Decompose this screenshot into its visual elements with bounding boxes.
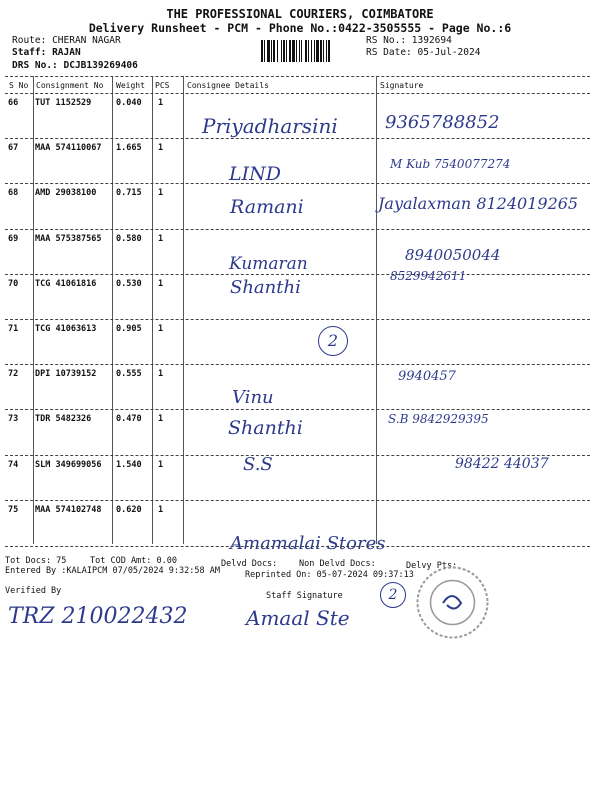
- col-divider: [112, 76, 113, 544]
- row-signature-handwriting: 9940457: [398, 369, 456, 385]
- drs-value: DCJB139269406: [63, 60, 138, 71]
- delivered-docs: Delvd Docs:: [221, 559, 278, 569]
- company-name: THE PROFESSIONAL COURIERS, COIMBATORE: [166, 7, 434, 21]
- row-pcs: 1: [158, 98, 164, 108]
- col-divider: [376, 76, 377, 544]
- circled-mark: 2: [318, 326, 348, 356]
- delivery-points: Delvy Pts:: [406, 561, 458, 571]
- row-weight: 0.580: [116, 233, 142, 244]
- staff-field: [12, 47, 81, 58]
- row-weight: 0.555: [116, 369, 142, 380]
- row-sno: 70: [8, 278, 19, 289]
- entered-by: Entered By :KALAIPCM 07/05/2024 9:32:58 AM: [5, 566, 220, 576]
- row-consignee-handwriting: LIND: [229, 163, 281, 186]
- row-weight: 1.540: [116, 459, 142, 470]
- row-sno: 75: [8, 504, 19, 515]
- col-divider: [152, 76, 153, 544]
- row-pcs: 1: [158, 278, 164, 289]
- col-divider: [33, 76, 34, 544]
- col-header-sno: S No: [9, 81, 29, 90]
- col-header-pcs: PCS: [155, 81, 170, 90]
- row-signature-handwriting: 98422 44037: [455, 455, 549, 472]
- row-consignee-handwriting: Vinu: [232, 387, 274, 409]
- row-sno: 72: [8, 369, 19, 380]
- col-divider: [183, 76, 184, 544]
- row-consignment-no: MAA 574110067: [35, 143, 102, 154]
- row-pcs: 1: [158, 369, 164, 380]
- store-stamp: [415, 565, 490, 640]
- verified-by-label: Verified By: [5, 586, 62, 596]
- rs-no-value: 1392694: [411, 35, 452, 46]
- row-consignment-no: TCG 41063613: [35, 324, 97, 334]
- row-pcs: 1: [158, 459, 164, 470]
- rs-no-label: RS No.:: [366, 35, 407, 46]
- circled-mark: 2: [380, 582, 406, 608]
- col-header-signature: Signature: [380, 81, 424, 90]
- col-header-consignment: Consignment No: [36, 81, 104, 90]
- runsheet-title: Delivery Runsheet - PCM - Phone No.:0422-3505555 - Page No.:6: [88, 21, 512, 35]
- row-consignment-no: TUT 1152529: [35, 98, 92, 108]
- row-signature-handwriting: M Kub 7540077274: [390, 157, 511, 172]
- staff-signature-label: Staff Signature: [266, 591, 343, 601]
- route-field: [12, 35, 121, 46]
- table-top-rule: [5, 76, 590, 77]
- row-consignee-handwriting: Amamalai Stores: [230, 532, 386, 554]
- row-sno: 68: [8, 188, 19, 199]
- row-signature-handwriting: 9365788852: [385, 112, 500, 133]
- row-divider: [5, 500, 590, 501]
- route-value: CHERAN NAGAR: [52, 35, 121, 46]
- row-consignment-no: AMD 29038100: [35, 188, 97, 199]
- row-pcs: 1: [158, 188, 164, 199]
- row-pcs: 1: [158, 143, 164, 154]
- route-label: Route:: [12, 35, 47, 46]
- row-weight: 0.905: [116, 324, 142, 334]
- barcode: [261, 40, 361, 62]
- row-divider: [5, 183, 590, 184]
- row-weight: 0.040: [116, 98, 142, 108]
- total-docs: Tot Docs: 75: [5, 556, 67, 566]
- staff-value: RAJAN: [52, 47, 81, 58]
- row-pcs: 1: [158, 414, 164, 425]
- table-header-rule: [5, 93, 590, 94]
- row-divider: [5, 319, 590, 320]
- row-weight: 0.620: [116, 504, 142, 515]
- row-weight: 0.470: [116, 414, 142, 425]
- row-sno: 66: [8, 98, 19, 108]
- row-consignment-no: TCG 41061816: [35, 278, 97, 289]
- row-sno: 74: [8, 459, 19, 470]
- col-header-consignee: Consignee Details: [187, 81, 269, 90]
- rs-date-value: 05-Jul-2024: [417, 47, 481, 58]
- drs-label: DRS No.:: [12, 60, 58, 71]
- row-consignment-no: DPI 10739152: [35, 369, 97, 380]
- row-consignee-handwriting: Kumaran: [229, 253, 308, 274]
- row-divider: [5, 409, 590, 410]
- row-consignment-no: SLM 349699056: [35, 459, 102, 470]
- row-pcs: 1: [158, 233, 164, 244]
- reprinted-on: Reprinted On: 05-07-2024 09:37:13: [245, 570, 414, 580]
- row-divider: [5, 138, 590, 139]
- non-delivered-docs: Non Delvd Docs:: [299, 559, 376, 569]
- row-consignee-handwriting: Priyadharsini: [202, 114, 338, 138]
- row-weight: 0.530: [116, 278, 142, 289]
- row-sno: 73: [8, 414, 19, 425]
- total-cod-amount: Tot COD Amt: 0.00: [90, 556, 177, 566]
- table-bottom-rule: [5, 546, 590, 547]
- row-signature-handwriting: S.B 9842929395: [388, 412, 489, 427]
- row-consignment-no: MAA 574102748: [35, 504, 102, 515]
- row-pcs: 1: [158, 504, 164, 515]
- row-consignment-no: MAA 575387565: [35, 233, 102, 244]
- row-divider: [5, 229, 590, 230]
- row-weight: 1.665: [116, 143, 142, 154]
- row-consignee-handwriting: Shanthi: [230, 276, 301, 298]
- row-sno: 69: [8, 233, 19, 244]
- row-sno: 67: [8, 143, 19, 154]
- col-header-weight: Weight: [116, 81, 145, 90]
- staff-handwritten-signature: Amaal Ste: [246, 606, 350, 630]
- drs-field: [12, 60, 138, 71]
- row-divider: [5, 274, 590, 275]
- rs-no-field: [366, 35, 452, 46]
- rs-date-field: [366, 47, 480, 58]
- row-signature-handwriting: 8940050044: [405, 245, 501, 264]
- rs-date-label: RS Date:: [366, 47, 412, 58]
- row-signature-handwriting: 8529942611: [390, 268, 467, 283]
- row-signature-handwriting: Jayalaxman 8124019265: [378, 194, 579, 214]
- row-consignment-no: TDR 5482326: [35, 414, 92, 425]
- row-consignee-handwriting: Ramani: [230, 196, 304, 219]
- row-pcs: 1: [158, 324, 164, 334]
- row-consignee-handwriting: S.S: [243, 453, 273, 475]
- row-sno: 71: [8, 324, 19, 334]
- row-weight: 0.715: [116, 188, 142, 199]
- row-consignee-handwriting: Shanthi: [228, 417, 303, 440]
- staff-label: Staff:: [12, 47, 47, 58]
- verified-signature: TRZ 210022432: [8, 604, 188, 629]
- row-divider: [5, 364, 590, 365]
